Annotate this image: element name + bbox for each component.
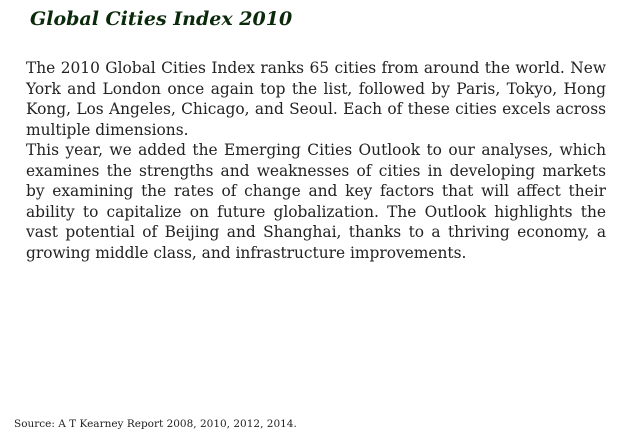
source-note: Source: A T Kearney Report 2008, 2010, 2012, 2014.: [14, 418, 297, 430]
paragraph-intro: The 2010 Global Cities Index ranks 65 cities from around the world. New York and London once again top the list, followed by Paris, Tokyo, Hong Kong, Los Angeles, Chicago, and Seoul. Each of these cities excels across multiple dimensions.: [26, 59, 606, 139]
body-text: [26, 58, 606, 263]
paragraph-emerging-cities: This year, we added the Emerging Cities Outlook to our analyses, which examines the strengths and weaknesses of cities in developing markets by examining the rates of change and key factors that will affect their ability to capitalize on future globalization. The Outlook highlights the vast potential of Beijing and Shanghai, thanks to a thriving economy, a growing middle class, and infrastructure improvements.: [26, 141, 606, 262]
slide-title: Global Cities Index 2010: [30, 8, 293, 30]
